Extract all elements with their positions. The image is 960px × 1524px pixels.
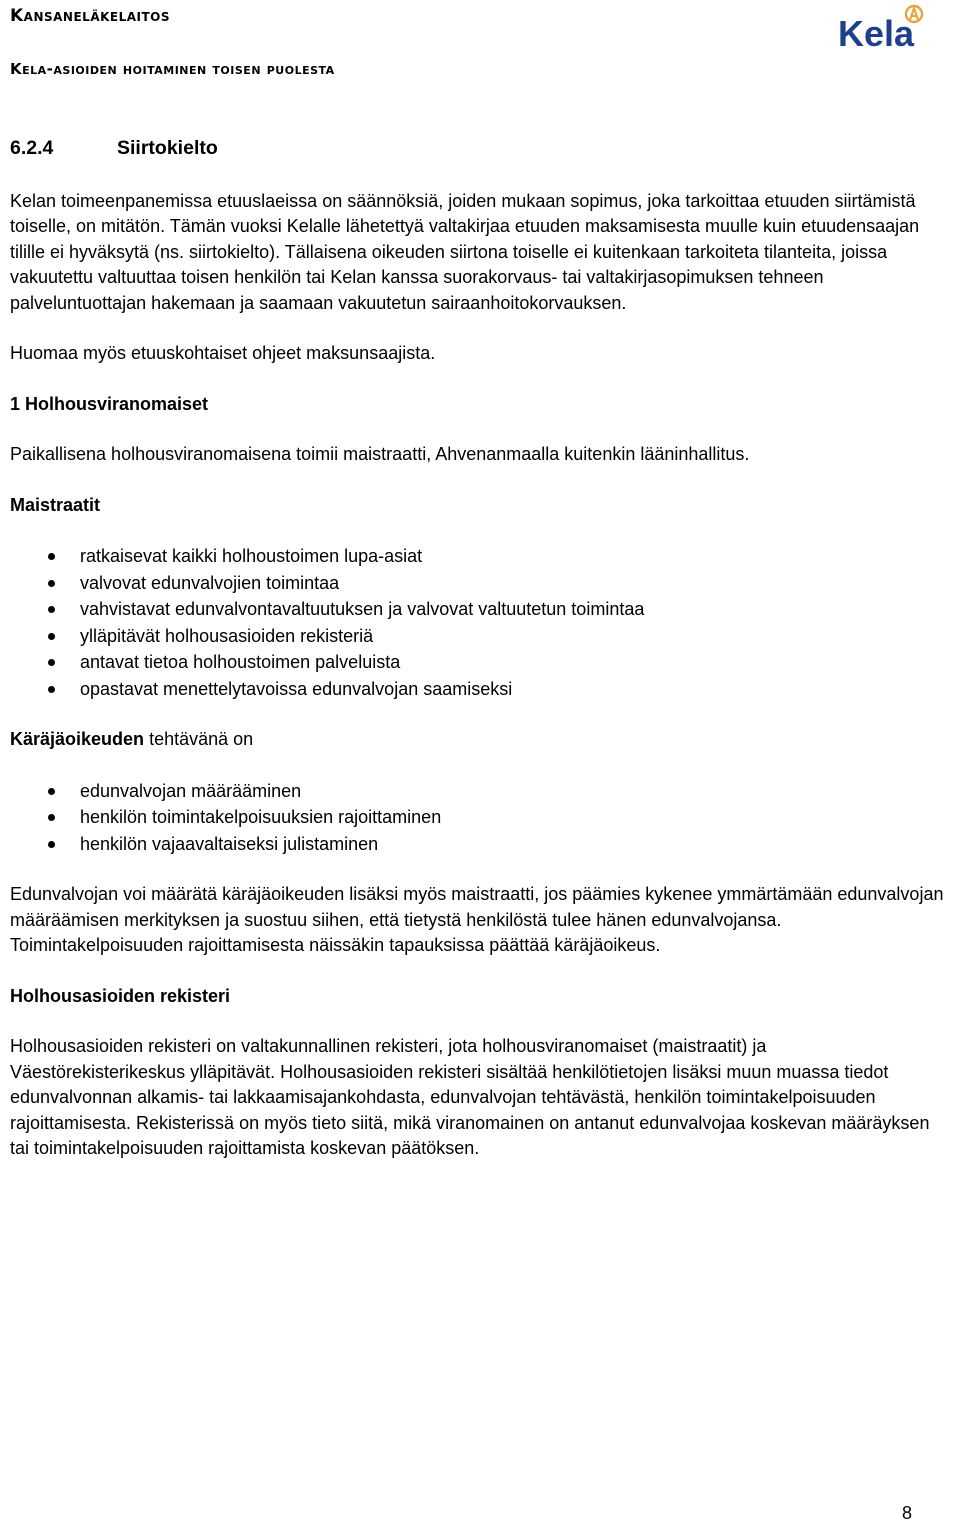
list-item: valvovat edunvalvojien toimintaa — [10, 570, 946, 597]
list-item: opastavat menettelytavoissa edunvalvojan saamiseksi — [10, 676, 946, 703]
list-item: ratkaisevat kaikki holhoustoimen lupa-asiat — [10, 543, 946, 570]
page-number: 8 — [902, 1503, 913, 1523]
paragraph-edunvalvojan: Edunvalvojan voi määrätä käräjäoikeuden lisäksi myös maistraatti, jos päämies kykenee ymmärtämään edunvalvojan määräämisen merkityksen ja suostuu siihen, että tietystä henkilöstä tulee hänen edunvalvojansa. Toimintakelpoisuuden rajoittamisesta näissäkin tapauksissa päättää käräjäoikeus. — [10, 884, 944, 955]
list-item: henkilön toimintakelpoisuuksien rajoittaminen — [10, 804, 946, 831]
karajaoikeus-rest: tehtävänä on — [144, 729, 254, 749]
paragraph-siirtokielto: Kelan toimeenpanemissa etuuslaeissa on säännöksiä, joiden mukaan sopimus, joka tarkoittaa etuuden siirtämistä toiselle, on mitätön. Tämän vuoksi Kelalle lähetettyä valtakirjaa etuuden maksamisesta muulle kuin etuudensaajan tilille ei hyväksytä (ns. siirtokielto). Tällaisena oikeuden siirtona toiselle ei kuitenkaan tarkoiteta tilanteita, joissa vakuutettu valtuuttaa toisen henkilön tai Kelan kanssa suorakorvaus- tai valtakirjasopimuksen tehneen palveluntuottajan hakemaan ja saamaan vakuutetun sairaanhoitokorvauksen. — [10, 190, 920, 313]
kela-logo-text: Kela — [838, 13, 915, 50]
paragraph-huomaa: Huomaa myös etuuskohtaiset ohjeet maksunsaajista. — [10, 343, 436, 363]
heading-holhousviranomaiset: 1 Holhousviranomaiset — [10, 393, 209, 414]
list-item: ylläpitävät holhousasioiden rekisteriä — [10, 623, 946, 650]
list-item: edunvalvojan määrääminen — [10, 778, 946, 805]
paragraph-rekisteri: Holhousasioiden rekisteri on valtakunnallinen rekisteri, jota holhousviranomaiset (maistraatit) ja Väestörekisterikeskus ylläpitävät. Holhousasioiden rekisteri sisältää henkilötietojen lisäksi muun muassa tiedot edunvalvonnan alkamis- tai lakkaamisajankohdasta, edunvalvojan tehtävästä, henkilön toimintakelpoisuuden rajoittamisesta. Rekisterissä on myös tieto siitä, mikä viranomainen on antanut edunvalvojaa koskevan määräyksen tai toimintakelpoisuuden rajoittamista koskevan päätöksen. — [10, 1036, 930, 1158]
list-item: antavat tietoa holhoustoimen palveluista — [10, 649, 946, 676]
organization-name: Kansaneläkelaitos — [10, 6, 171, 26]
section-title: Siirtokielto — [117, 137, 218, 159]
document-body — [10, 136, 946, 1187]
document-subtitle: Kela-asioiden hoitaminen toisen puolesta — [10, 60, 335, 78]
karajaoikeus-bold: Käräjäoikeuden — [10, 729, 145, 749]
heading-rekisteri: Holhousasioiden rekisteri — [10, 985, 231, 1006]
list-karajaoikeus — [10, 778, 946, 858]
list-maistraatit — [10, 543, 946, 702]
list-item: henkilön vajaavaltaiseksi julistaminen — [10, 831, 946, 858]
paragraph-paikallisena: Paikallisena holhousviranomaisena toimii maistraatti, Ahvenanmaalla kuitenkin lääninhallitus. — [10, 444, 750, 464]
heading-karajaoikeus — [10, 727, 946, 753]
kela-logo — [838, 4, 928, 50]
list-item: vahvistavat edunvalvontavaltuutuksen ja valvovat valtuutetun toimintaa — [10, 596, 946, 623]
heading-maistraatit: Maistraatit — [10, 494, 101, 515]
section-number: 6.2.4 — [10, 137, 54, 159]
section-heading — [10, 136, 946, 162]
